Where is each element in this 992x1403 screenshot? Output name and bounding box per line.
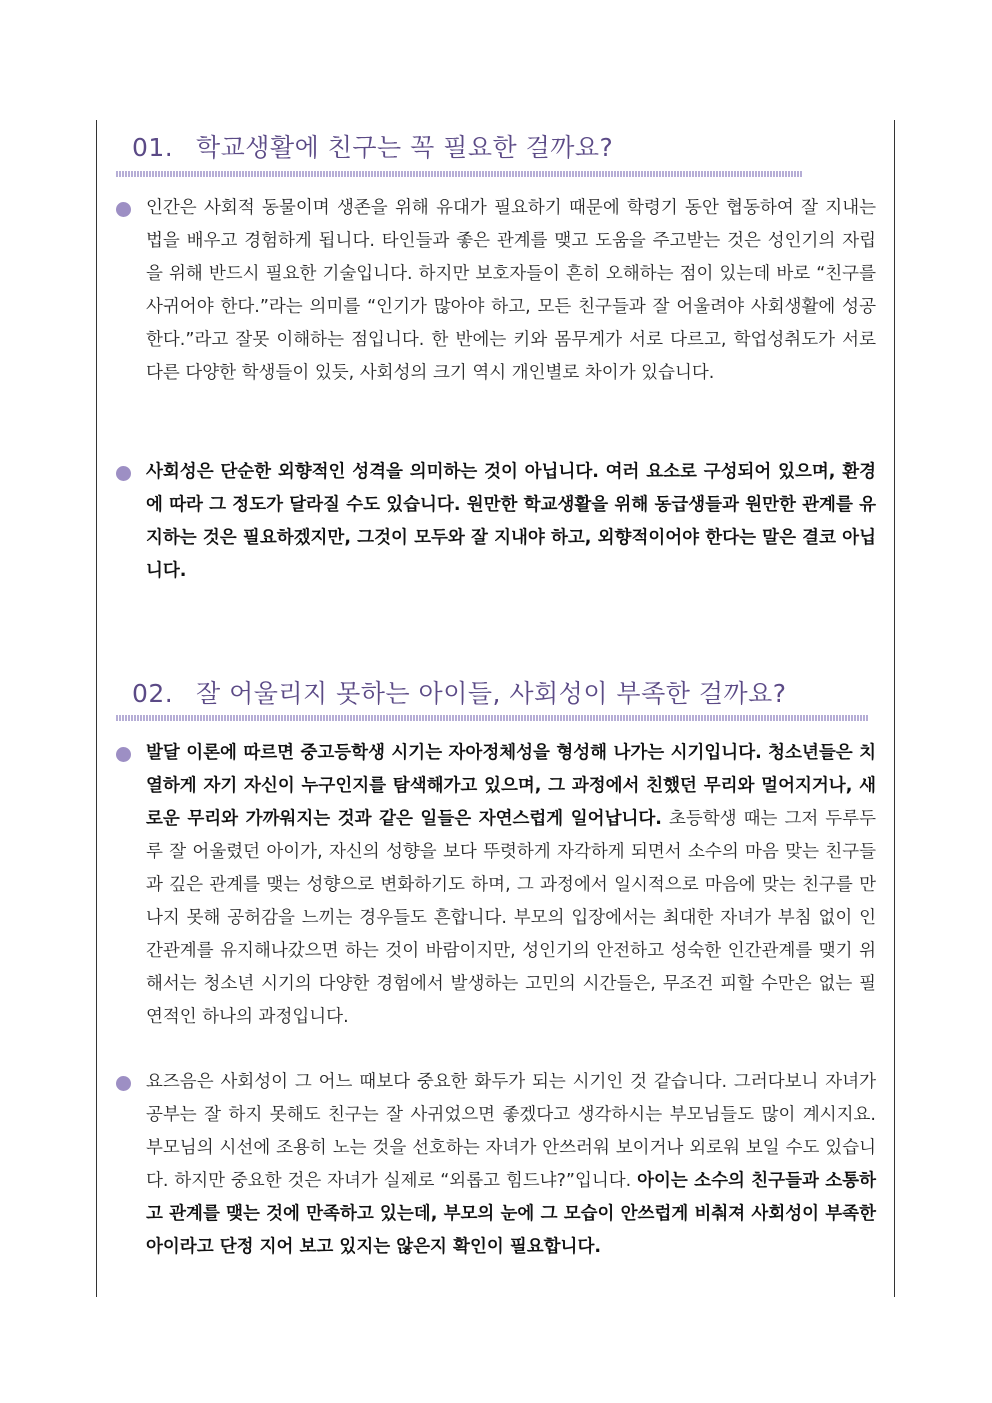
left-border-line bbox=[96, 120, 97, 1297]
bullet-icon bbox=[116, 202, 131, 217]
right-border-line bbox=[894, 120, 895, 1297]
section-1-title-text: 학교생활에 친구는 꼭 필요한 걸까요? bbox=[196, 133, 614, 162]
section-1-paragraph-1 bbox=[116, 192, 876, 390]
bullet-icon bbox=[116, 466, 131, 481]
section-1-paragraph-1-text: 인간은 사회적 동물이며 생존을 위해 유대가 필요하기 때문에 학령기 동안 협동하여 잘 지내는 법을 배우고 경험하게 됩니다. 타인들과 좋은 관계를 맺고 도움을 주고받는 것은 성인기의 자립을 위해 반드시 필요한 기술입니다. 하지만 보호자들이 흔히 오해하는 점이 있는데 바로 “친구를 사귀어야 한다.”라는 의미를 “인기가 많아야 하고, 모든 친구들과 잘 어울려야 사회생활에 성공한다.”라고 잘못 이해하는 점입니다. 한 반에는 키와 몸무게가 서로 다르고, 학업성취도가 서로 다른 다양한 학생들이 있듯, 사회성의 크기 역시 개인별로 차이가 있습니다. bbox=[146, 198, 876, 383]
bullet-icon bbox=[116, 747, 131, 762]
section-2-number: 02. bbox=[132, 679, 174, 708]
section-1-paragraph-2 bbox=[116, 456, 876, 588]
section-2-title-text: 잘 어울리지 못하는 아이들, 사회성이 부족한 걸까요? bbox=[196, 679, 787, 708]
section-1-rule bbox=[116, 171, 802, 177]
section-2-rule bbox=[116, 715, 868, 721]
section-1-title bbox=[132, 128, 613, 164]
section-2-paragraph-1-text bbox=[146, 737, 876, 1034]
section-2-paragraph-2-normal: 요즈음은 사회성이 그 어느 때보다 중요한 화두가 되는 시기인 것 같습니다. 그러다보니 자녀가 공부는 잘 하지 못해도 친구는 잘 사귀었으면 좋겠다고 생각하시는 부모님들도 많이 계시지요. 부모님의 시선에 조용히 노는 것을 선호하는 자녀가 안쓰러워 보이거나 외로워 보일 수도 있습니다. 하지만 중요한 것은 자녀가 실제로 “외롭고 힘드냐?”입니다. bbox=[146, 1072, 876, 1191]
section-2-paragraph-2-text bbox=[146, 1066, 876, 1264]
section-2-paragraph-1-rest: 초등학생 때는 그저 두루두루 잘 어울렸던 아이가, 자신의 성향을 보다 뚜렷하게 자각하게 되면서 소수의 마음 맞는 친구들과 깊은 관계를 맺는 성향으로 변화하기도 하며, 그 과정에서 일시적으로 마음에 맞는 친구를 만나지 못해 공허감을 느끼는 경우들도 흔합니다. 부모의 입장에서는 최대한 자녀가 부침 없이 인간관계를 유지해나갔으면 하는 것이 바람이지만, 성인기의 안전하고 성숙한 인간관계를 맺기 위해서는 청소년 시기의 다양한 경험에서 발생하는 고민의 시간들은, 무조건 피할 수만은 없는 필연적인 하나의 과정입니다. bbox=[146, 809, 876, 1027]
bullet-icon bbox=[116, 1076, 131, 1091]
section-2-paragraph-1 bbox=[116, 737, 876, 1034]
section-2-title bbox=[132, 674, 787, 710]
section-1-paragraph-2-text: 사회성은 단순한 외향적인 성격을 의미하는 것이 아닙니다. 여러 요소로 구성되어 있으며, 환경에 따라 그 정도가 달라질 수도 있습니다. 원만한 학교생활을 위해 동급생들과 원만한 관계를 유지하는 것은 필요하겠지만, 그것이 모두와 잘 지내야 하고, 외향적이어야 한다는 말은 결코 아닙니다. bbox=[146, 462, 876, 581]
section-2-paragraph-2-bold: 아이는 소수의 친구들과 소통하고 관계를 맺는 것에 만족하고 있는데, 부모의 눈에 그 모습이 안쓰럽게 비춰져 사회성이 부족한 아이라고 단정 지어 보고 있지는 않은지 확인이 필요합니다. bbox=[146, 1171, 876, 1257]
section-2-paragraph-1-bold: 발달 이론에 따르면 중고등학생 시기는 자아정체성을 형성해 나가는 시기입니다. 청소년들은 치열하게 자기 자신이 누구인지를 탐색해가고 있으며, 그 과정에서 친했던 무리와 멀어지거나, 새로운 무리와 가까워지는 것과 같은 일들은 자연스럽게 일어납니다. bbox=[146, 743, 876, 829]
section-1-number: 01. bbox=[132, 133, 174, 162]
section-2-paragraph-2 bbox=[116, 1066, 876, 1264]
